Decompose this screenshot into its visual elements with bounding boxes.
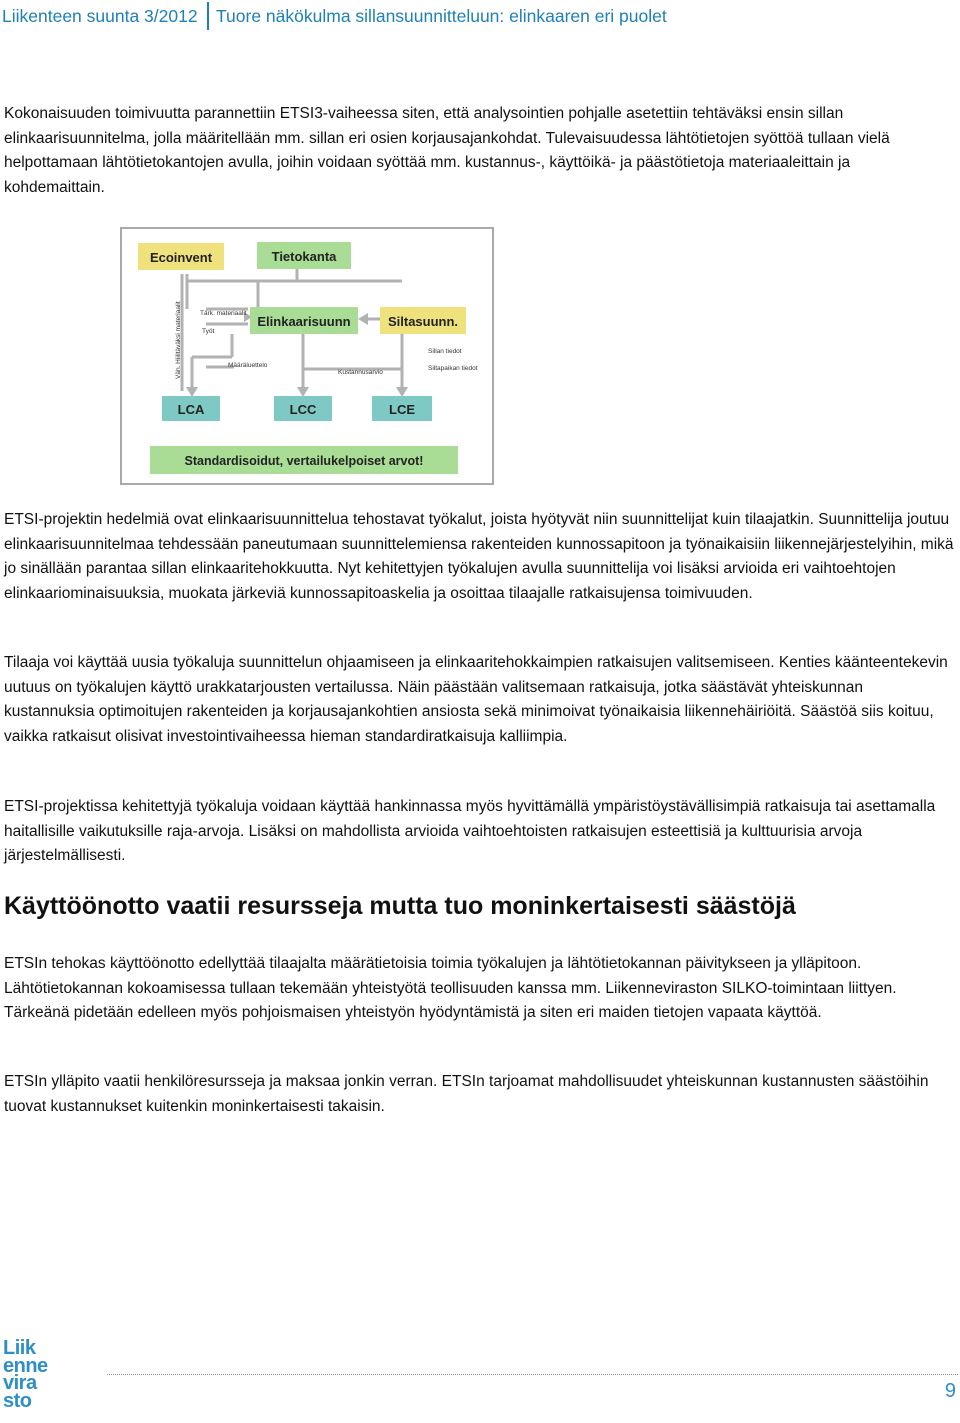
paragraph-6: ETSIn ylläpito vaatii henkilöresursseja ja maksaa jonkin verran. ETSIn tarjoamat mahdollisuudet yhteiskunnan kustannusten säästöihin tuovat kustannukset kuitenkin moninkertaisesti takaisin.	[4, 1073, 929, 1115]
tietokanta-label: Tietokanta	[271, 249, 337, 264]
article-title: Tuore näkökulma sillansuunnitteluun: elinkaaren eri puolet	[216, 6, 667, 26]
side-label: Väh. Hiilitäväksi materiaalit	[175, 301, 182, 379]
paragraph-3: Tilaaja voi käyttää uusia työkaluja suunnittelun ohjaamiseen ja elinkaaritehokkaimpien ratkaisujen valitsemiseen. Kenties käänteentekevin uutuus on työkalujen käyttö urakkatarjousten vertailussa. Näin päästään valitsemaan ratkaisuja, jotka säästävät yhteiskunnan kustannuksia optimoitujen rakenteiden ja korjausajankohtien ansiosta sekä minimoivat työnaikaisia liikennehäiriöitä. Säästöä siis koituu, vaikka ratkaisut olisivat investointivaiheessa hieman standardiratkaisuja kalliimpia.	[4, 654, 948, 745]
liikennevirasto-logo	[3, 1337, 73, 1412]
journal-issue: Liikenteen suunta 3/2012	[2, 6, 198, 26]
paragraph-5: ETSIn tehokas käyttöönotto edellyttää tilaajalta määrätietoisia toimia työkalujen ja lähtötietokannan päivitykseen ja ylläpitoon. Lähtötietokannan kokoamisessa tullaan tekemään yhteistyötä teollisuuden kanssa mm. Liikenneviraston SILKO-toimintaan liittyen. Tärkeänä pidetään edelleen myös pohjoismaisen yhteistyön hyödyntämistä ja siten eri maiden tietojen vapaata käyttöä.	[4, 955, 897, 1022]
logo-line-4: sto	[3, 1389, 32, 1412]
tark-materiaalit-label: Tärk. materiaalit	[200, 310, 247, 317]
siltasuunn-label: Siltasuunn.	[387, 314, 459, 329]
paragraph-1: Kokonaisuuden toimivuutta parannettiin ETSI3-vaiheessa siten, että analysointien pohjalle asetettiin tehtäväksi ensin sillan elinkaarisuunnitelma, jolla määritellään mm. sillan eri osien korjausajankohdat. Tulevaisuudessa lähtötietojen syöttöä tullaan vielä helpottamaan lähtötietokantojen avulla, joihin voidaan syöttää mm. kustannus-, käyttöikä- ja päästötietoja materiaaleittain ja kohdemaittain.	[4, 105, 890, 196]
lce-label: LCE	[389, 402, 415, 417]
logo-line-2: enne	[3, 1354, 48, 1377]
logo-line-3: vira	[3, 1372, 37, 1394]
tyot-label: Työt	[202, 328, 215, 335]
paragraph-2: ETSI-projektin hedelmiä ovat elinkaarisuunnittelua tehostavat työkalut, joista hyötyvät niin suunnittelijat kuin tilaajatkin. Suunnittelija joutuu elinkaarisuunnitelmaa tehdessään paneutumaan suunnittelemiensa rakenteiden kunnossapitoon ja työnaikaisiin liikennejärjestelyihin, mikä jo sinällään parantaa sillan elinkaaritehokkuutta. Nyt kehitettyjen työkalujen avulla suunnittelija voi lisäksi arvioida eri vaihtoehtojen elinkaariominaisuuksia, muokata järkeviä kunnossapitoaskelia ja osoittaa tilaajalle ratkaisujensa toimivuuden.	[4, 511, 954, 602]
paragraph-4: ETSI-projektissa kehitettyjä työkaluja voidaan käyttää hankinnassa myös hyvittämällä ympäristöystävällisimpiä ratkaisuja tai asettamalla haitallisille vaikutuksille raja-arvoja. Lisäksi on mahdollista arvioida vaihtoehtoisten ratkaisujen esteettisiä ja kulttuurisia arvoja järjestelmällisesti.	[4, 798, 936, 865]
sillan-tiedot-label: Sillan tiedot	[428, 348, 462, 355]
lifecycle-diagram	[120, 227, 494, 485]
running-header	[0, 0, 960, 34]
siltapaikan-tiedot-label: Siltapaikan tiedot	[428, 365, 478, 372]
standard-label: Standardisoidut, vertailukelpoiset arvot!	[184, 454, 424, 468]
lcc-label: LCC	[289, 402, 317, 417]
footer-divider	[107, 1374, 958, 1375]
kustannusarvio-label: Kustannusarvio	[338, 369, 383, 376]
elinkaarisuunn-label: Elinkaarisuunn	[257, 314, 351, 329]
logo-line-1: Liik	[3, 1337, 36, 1359]
header-separator	[207, 2, 209, 30]
page-number: 9	[944, 1380, 956, 1402]
maaraluettelo-label: Määräluettelo	[228, 362, 268, 369]
lca-label: LCA	[177, 402, 205, 417]
diagram-canvas	[122, 229, 492, 483]
ecoinvent-label: Ecoinvent	[149, 250, 213, 265]
section-heading: Käyttöönotto vaatii resursseja mutta tuo moninkertaisesti säästöjä	[4, 892, 796, 920]
